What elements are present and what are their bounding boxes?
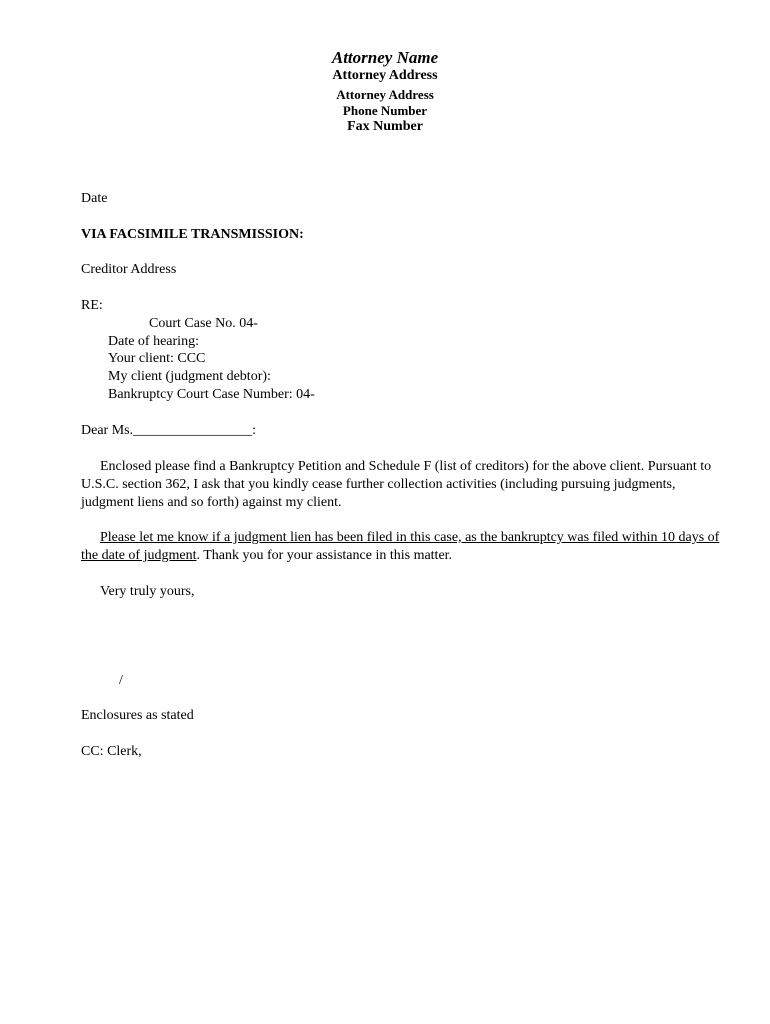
fax-number: Fax Number xyxy=(347,119,423,134)
cc-note: CC: Clerk, xyxy=(81,744,142,759)
salutation: Dear Ms._________________: xyxy=(81,423,256,438)
re-date-of-hearing: Date of hearing: xyxy=(108,334,199,349)
body-paragraph-1-text: Enclosed please find a Bankruptcy Petition and Schedule F (list of creditors) for the above client. Pursuant to U.S.C. section 362, I ask that you kindly cease further collection activities (including pursuing judgments, judgment liens and so forth) against my client. xyxy=(81,459,712,510)
enclosures-note: Enclosures as stated xyxy=(81,708,194,723)
re-label: RE: xyxy=(81,298,103,313)
re-my-client: My client (judgment debtor): xyxy=(108,369,271,384)
body-paragraph-1 xyxy=(81,458,731,512)
signature-slash: / xyxy=(119,673,123,688)
re-bankruptcy-case: Bankruptcy Court Case Number: 04- xyxy=(108,387,315,402)
re-court-case: Court Case No. 04- xyxy=(149,316,258,331)
body-paragraph-2-rest: . Thank you for your assistance in this matter. xyxy=(196,548,453,563)
phone-number: Phone Number xyxy=(342,103,428,118)
body-paragraph-2-underlined: Please let me know if a judgment lien has been filed in this case, as the bankruptcy was filed within 10 days of the date of judgment xyxy=(81,530,720,563)
attorney-name: Attorney Name xyxy=(331,48,439,67)
delivery-method: VIA FACSIMILE TRANSMISSION: xyxy=(81,227,304,242)
creditor-address: Creditor Address xyxy=(81,262,177,277)
attorney-address-line-1: Attorney Address xyxy=(332,68,438,83)
closing: Very truly yours, xyxy=(100,584,195,599)
letter-date: Date xyxy=(81,191,108,206)
attorney-address-line-2: Attorney Address xyxy=(336,87,434,102)
re-your-client: Your client: CCC xyxy=(108,351,206,366)
body-paragraph-2 xyxy=(81,529,731,565)
